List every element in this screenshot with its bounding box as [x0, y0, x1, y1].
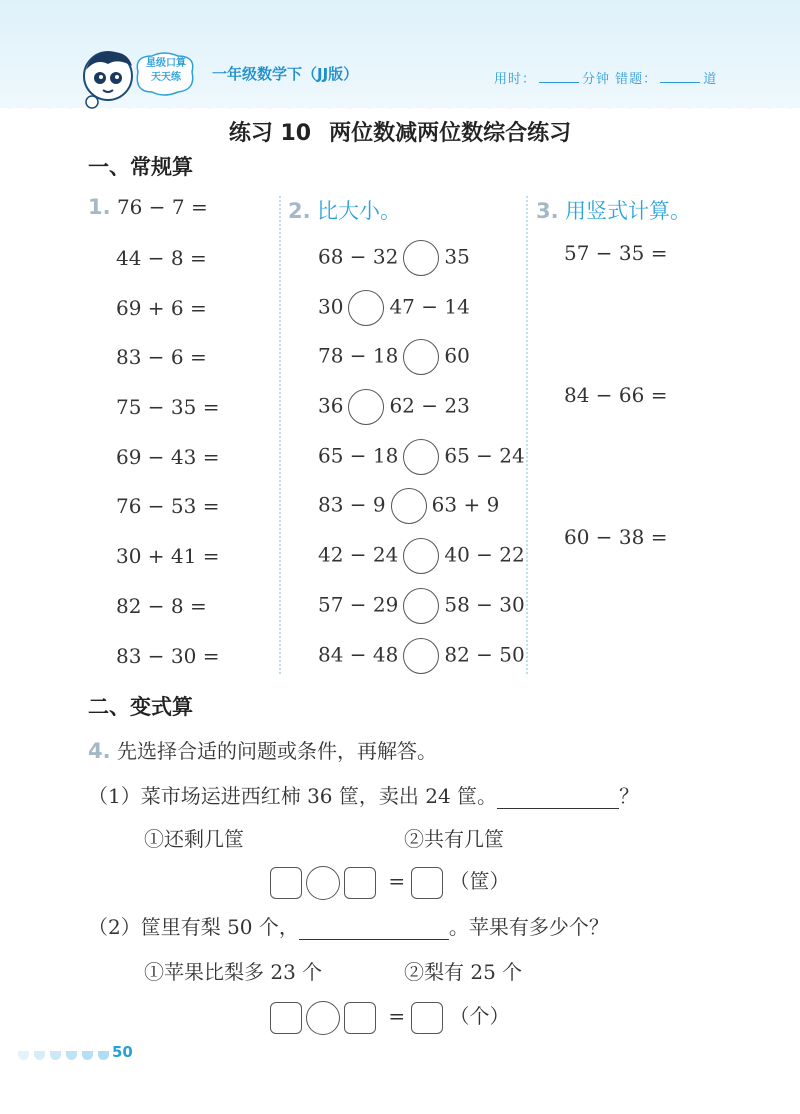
errors-unit: 道	[703, 72, 718, 87]
divider-2	[526, 196, 528, 674]
compare-right: 47 − 14	[389, 294, 470, 319]
operator-circle[interactable]	[306, 866, 340, 900]
q1-expr: 82 − 8 =	[116, 594, 207, 618]
q3-number: 3.	[536, 199, 559, 223]
q4-label: 先选择合适的问题或条件，再解答。	[116, 739, 437, 763]
answer-box[interactable]	[344, 1002, 376, 1034]
compare-circle[interactable]	[391, 488, 427, 524]
compare-left: 83 − 9	[318, 492, 386, 517]
brand-line2: 天天练	[151, 72, 181, 83]
compare-right: 35	[444, 244, 470, 269]
part2-end: 。苹果有多少个？	[448, 915, 609, 939]
compare-right: 65 − 24	[444, 443, 525, 468]
part1-option2: ②共有几筐	[404, 827, 504, 851]
compare-right: 58 − 30	[444, 592, 525, 617]
footer-dot	[98, 1051, 109, 1060]
time-unit: 分钟	[582, 72, 611, 87]
compare-row	[318, 290, 470, 326]
q1-expr: 83 − 30 =	[116, 644, 220, 668]
q1-expr: 76 − 53 =	[116, 494, 220, 518]
compare-right: 60	[444, 343, 470, 368]
answer-box[interactable]	[270, 1002, 302, 1034]
exercise-title: 两位数减两位数综合练习	[329, 121, 572, 146]
time-record	[494, 68, 717, 87]
compare-row	[318, 538, 525, 574]
equals-sign: =	[388, 1004, 406, 1028]
vertical-calc-expr: 84 − 66 =	[564, 383, 668, 407]
compare-row	[318, 439, 525, 475]
q4-heading	[88, 735, 437, 764]
page-number: 50	[112, 1043, 133, 1061]
brand-line1: 星级口算	[146, 58, 186, 69]
section2-heading: 二、变式算	[88, 695, 193, 719]
q1-expr: 69 − 43 =	[116, 445, 220, 469]
compare-left: 68 − 32	[318, 244, 399, 269]
compare-circle[interactable]	[403, 339, 439, 375]
compare-circle[interactable]	[348, 389, 384, 425]
time-label: 用时：	[494, 72, 537, 87]
part1-blank[interactable]	[497, 788, 619, 809]
compare-row	[318, 240, 470, 276]
q3-label: 用竖式计算。	[564, 199, 691, 223]
compare-circle[interactable]	[348, 290, 384, 326]
compare-left: 65 − 18	[318, 443, 399, 468]
equals-sign: =	[388, 869, 406, 893]
exercise-number: 练习 10	[228, 121, 312, 146]
compare-left: 36	[318, 393, 344, 418]
compare-row	[318, 488, 499, 524]
footer-decoration	[18, 1045, 114, 1064]
operator-circle[interactable]	[306, 1001, 340, 1035]
compare-circle[interactable]	[403, 439, 439, 475]
answer-box[interactable]	[270, 867, 302, 899]
compare-left: 84 − 48	[318, 642, 399, 667]
q4-number: 4.	[88, 739, 111, 763]
grade-label: 一年级数学下（JJ版）	[212, 65, 359, 83]
footer-dot	[82, 1051, 93, 1060]
q1-row-0	[88, 195, 208, 219]
q3-heading	[536, 195, 691, 225]
footer-dot	[34, 1051, 45, 1060]
vertical-calc-expr: 57 − 35 =	[564, 241, 668, 265]
answer-box[interactable]	[411, 1002, 443, 1034]
divider-1	[279, 196, 281, 674]
brand-text	[140, 57, 192, 85]
q1-expr: 76 − 7 =	[116, 195, 208, 219]
answer-box[interactable]	[411, 867, 443, 899]
part2-blank[interactable]	[299, 919, 449, 940]
compare-right: 40 − 22	[444, 542, 525, 567]
q2-number: 2.	[288, 199, 311, 223]
part2-text: （2）筐里有梨 50 个，	[88, 915, 299, 939]
part1-equation	[270, 865, 509, 900]
footer-dot	[18, 1051, 29, 1060]
page-title	[0, 116, 800, 147]
compare-circle[interactable]	[403, 588, 439, 624]
part2-unit: （个）	[449, 1004, 510, 1028]
part2-option1: ①苹果比梨多 23 个	[144, 960, 323, 984]
compare-circle[interactable]	[403, 240, 439, 276]
compare-left: 42 − 24	[318, 542, 399, 567]
q1-expr: 69 + 6 =	[116, 296, 207, 320]
compare-right: 82 − 50	[444, 642, 525, 667]
q4-part1	[88, 780, 639, 809]
vertical-calc-expr: 60 − 38 =	[564, 525, 668, 549]
compare-circle[interactable]	[403, 538, 439, 574]
compare-row	[318, 638, 525, 674]
section1-heading: 一、常规算	[88, 155, 193, 179]
compare-left: 57 − 29	[318, 592, 399, 617]
answer-box[interactable]	[344, 867, 376, 899]
part1-option1: ①还剩几筐	[144, 827, 244, 851]
compare-row	[318, 389, 470, 425]
compare-right: 63 + 9	[431, 492, 500, 517]
q1-expr: 30 + 41 =	[116, 544, 220, 568]
errors-blank[interactable]	[660, 82, 700, 83]
q1-expr: 75 − 35 =	[116, 395, 220, 419]
compare-circle[interactable]	[403, 638, 439, 674]
q4-part2	[88, 911, 609, 940]
compare-left: 30	[318, 294, 344, 319]
part1-unit: （筐）	[449, 869, 510, 893]
part2-equation	[270, 1000, 509, 1035]
time-blank[interactable]	[539, 82, 579, 83]
part2-option2: ②梨有 25 个	[404, 960, 523, 984]
q2-heading	[288, 195, 401, 225]
errors-label: 错题：	[615, 72, 658, 87]
q1-expr: 44 − 8 =	[116, 246, 207, 270]
compare-row	[318, 339, 470, 375]
part1-end: ？	[619, 784, 640, 808]
compare-right: 62 − 23	[389, 393, 470, 418]
q1-number: 1.	[88, 195, 111, 219]
compare-left: 78 − 18	[318, 343, 399, 368]
footer-dot	[66, 1051, 77, 1060]
q1-expr: 83 − 6 =	[116, 345, 207, 369]
footer-dot	[50, 1051, 61, 1060]
part1-text: （1）菜市场运进西红柿 36 筐，卖出 24 筐。	[88, 784, 498, 808]
compare-row	[318, 588, 525, 624]
q2-label: 比大小。	[316, 199, 401, 223]
